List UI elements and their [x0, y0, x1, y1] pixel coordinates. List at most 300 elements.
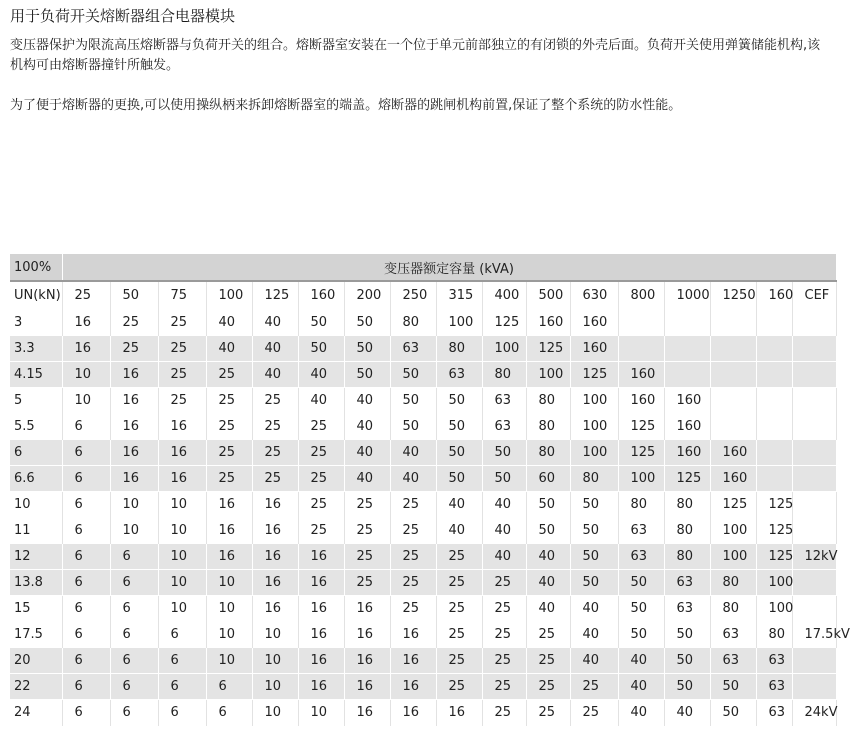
table-cell: 63	[756, 648, 792, 674]
table-cell: 50	[664, 674, 710, 700]
table-cell: 50	[436, 466, 482, 492]
table-cell: 40	[482, 544, 526, 570]
table-cell: 100	[482, 336, 526, 362]
table-cell: 100	[618, 466, 664, 492]
table-cell: 6	[158, 622, 206, 648]
table-cell: 25	[298, 414, 344, 440]
row-voltage-cell: 3	[10, 310, 62, 336]
table-cell: 16	[252, 596, 298, 622]
table-cell: 40	[436, 492, 482, 518]
table-cell: 40	[344, 466, 390, 492]
table-cell: 25	[298, 440, 344, 466]
table-cell: 25	[482, 674, 526, 700]
table-cell: 16	[206, 544, 252, 570]
row-voltage-cell: 12	[10, 544, 62, 570]
table-cell	[664, 362, 710, 388]
table-cell: 63	[482, 388, 526, 414]
table-cell	[756, 414, 792, 440]
table-cell: 40	[252, 310, 298, 336]
table-cell: 63	[618, 544, 664, 570]
column-header-5: 160	[298, 281, 344, 310]
table-cell: 80	[664, 544, 710, 570]
table-cell: 100	[570, 414, 618, 440]
table-cell	[664, 336, 710, 362]
table-cell: 40	[570, 622, 618, 648]
table-cell: 6	[62, 414, 110, 440]
table-cell: 160	[618, 362, 664, 388]
table-cell: 10	[252, 622, 298, 648]
table-cell: 80	[618, 492, 664, 518]
table-cell: 50	[436, 388, 482, 414]
row-voltage-cell: 6.6	[10, 466, 62, 492]
table-cell: 50	[482, 466, 526, 492]
table-cell: 50	[344, 336, 390, 362]
table-cell: 63	[710, 622, 756, 648]
column-header-4: 125	[252, 281, 298, 310]
table-cell	[710, 388, 756, 414]
table-cell: 50	[664, 648, 710, 674]
table-cell: 50	[664, 622, 710, 648]
table-cell: 10	[158, 544, 206, 570]
table-cell: 80	[390, 310, 436, 336]
table-cell: 25	[570, 700, 618, 726]
table-cell: 6	[110, 622, 158, 648]
table-cell: 6	[62, 674, 110, 700]
table-cell	[792, 310, 836, 336]
table-cell	[792, 648, 836, 674]
row-voltage-cell: 17.5	[10, 622, 62, 648]
table-cell: 40	[298, 362, 344, 388]
table-cell: 40	[252, 362, 298, 388]
table-cell: 25	[158, 388, 206, 414]
table-row	[10, 492, 836, 518]
column-header-16: CEF	[792, 281, 836, 310]
column-header-15: 160	[756, 281, 792, 310]
table-cell: 50	[526, 518, 570, 544]
table-cell: 6	[62, 544, 110, 570]
paragraph-fuse-replacement: 为了便于熔断器的更换,可以使用操纵柄来拆卸熔断器室的端盖。熔断器的跳闸机构前置,保证了整个系统的防水性能。	[10, 98, 682, 113]
table-cell: 10	[252, 674, 298, 700]
table-cell	[792, 388, 836, 414]
table-cell: 10	[252, 700, 298, 726]
table-cell: 25	[206, 388, 252, 414]
table-cell: 16	[252, 570, 298, 596]
table-cell: 25	[344, 544, 390, 570]
column-header-9: 400	[482, 281, 526, 310]
table-cell: 25	[206, 414, 252, 440]
table-cell: 10	[206, 570, 252, 596]
column-header-3: 100	[206, 281, 252, 310]
table-cell: 63	[436, 362, 482, 388]
table-cell: 50	[618, 570, 664, 596]
table-cell: 16	[298, 544, 344, 570]
column-header-11: 630	[570, 281, 618, 310]
row-voltage-cell: 15	[10, 596, 62, 622]
page-title: 用于负荷开关熔断器组合电器模块	[10, 7, 236, 25]
table-cell: 100	[710, 544, 756, 570]
table-cell: 25	[390, 570, 436, 596]
table-cell: 40	[482, 492, 526, 518]
table-cell: 25	[110, 336, 158, 362]
table-cell: 40	[298, 388, 344, 414]
table-cell: 16	[110, 414, 158, 440]
table-cell: 25	[344, 570, 390, 596]
table-cell: 16	[390, 622, 436, 648]
table-cell: 63	[756, 674, 792, 700]
column-header-13: 1000	[664, 281, 710, 310]
table-cell: 25	[526, 700, 570, 726]
table-cell: 63	[756, 700, 792, 726]
table-cell: 50	[390, 414, 436, 440]
table-cell: 6	[206, 700, 252, 726]
table-cell: 25	[252, 388, 298, 414]
table-cell: 40	[252, 336, 298, 362]
table-cell: 10	[110, 492, 158, 518]
table-cell: 40	[206, 310, 252, 336]
table-cell: 25	[158, 336, 206, 362]
table-cell: 80	[526, 440, 570, 466]
table-cell: 16	[298, 648, 344, 674]
column-header-10: 500	[526, 281, 570, 310]
table-cell: 50	[570, 544, 618, 570]
table-row	[10, 622, 836, 648]
table-cell: 6	[62, 596, 110, 622]
row-voltage-cell: 24	[10, 700, 62, 726]
table-cell: 25	[436, 648, 482, 674]
table-cell: 80	[570, 466, 618, 492]
table-cell: 6	[62, 518, 110, 544]
table-cell	[618, 336, 664, 362]
table-row	[10, 674, 836, 700]
column-header-6: 200	[344, 281, 390, 310]
voltage-column-header: UN(kN)	[10, 281, 62, 310]
table-cell: 100	[436, 310, 482, 336]
table-cell: 63	[664, 596, 710, 622]
table-cell: 50	[710, 700, 756, 726]
table-cell: 16	[390, 648, 436, 674]
table-cell: 25	[110, 310, 158, 336]
table-cell	[792, 466, 836, 492]
table-cell: 25	[158, 310, 206, 336]
table-cell: 25	[252, 466, 298, 492]
table-cell: 25	[570, 674, 618, 700]
table-cell: 25	[482, 700, 526, 726]
column-header-14: 1250	[710, 281, 756, 310]
table-cell	[792, 414, 836, 440]
table-cell: 10	[206, 648, 252, 674]
corner-cell: 100%	[10, 254, 62, 281]
table-cell: 10	[158, 596, 206, 622]
table-cell: 10	[252, 648, 298, 674]
table-cell: 6	[62, 570, 110, 596]
table-cell: 40	[570, 648, 618, 674]
table-cell: 160	[618, 388, 664, 414]
table-cell: 25	[206, 440, 252, 466]
table-cell: 10	[298, 700, 344, 726]
table-cell: 25	[206, 466, 252, 492]
row-voltage-cell: 11	[10, 518, 62, 544]
table-cell	[664, 310, 710, 336]
table-cell: 16	[252, 492, 298, 518]
table-cell: 63	[618, 518, 664, 544]
table-cell: 125	[618, 440, 664, 466]
table-cell: 160	[664, 414, 710, 440]
table-cell: 160	[710, 440, 756, 466]
table-cell	[710, 414, 756, 440]
table-cell: 160	[570, 310, 618, 336]
table-cell: 10	[206, 622, 252, 648]
table-cell: 25	[158, 362, 206, 388]
table-cell	[710, 362, 756, 388]
table-cell: 80	[710, 570, 756, 596]
table-cell	[792, 596, 836, 622]
table-cell: 6	[62, 466, 110, 492]
table-cell: 25	[252, 414, 298, 440]
table-cell: 16	[110, 362, 158, 388]
table-cell: 50	[570, 518, 618, 544]
table-cell: 16	[298, 596, 344, 622]
column-header-12: 800	[618, 281, 664, 310]
table-cell: 10	[158, 518, 206, 544]
table-cell: 16	[390, 674, 436, 700]
table-cell: 63	[710, 648, 756, 674]
table-row	[10, 414, 836, 440]
table-cell: 10	[62, 388, 110, 414]
table-cell: 25	[436, 544, 482, 570]
table-cell: 16	[158, 466, 206, 492]
table-cell: 50	[436, 414, 482, 440]
table-cell: 40	[664, 700, 710, 726]
table-cell: 16	[344, 596, 390, 622]
table-cell: 6	[158, 674, 206, 700]
table-cell: 25	[390, 518, 436, 544]
table-cell: 25	[298, 492, 344, 518]
table-cell: 10	[62, 362, 110, 388]
table-row	[10, 310, 836, 336]
table-cell	[792, 440, 836, 466]
table-cell: 24kV	[792, 700, 836, 726]
table-cell: 16	[206, 518, 252, 544]
table-cell: 50	[526, 492, 570, 518]
table-cell: 40	[206, 336, 252, 362]
table-cell: 17.5kV	[792, 622, 836, 648]
row-voltage-cell: 20	[10, 648, 62, 674]
table-cell: 125	[618, 414, 664, 440]
table-cell: 80	[482, 362, 526, 388]
table-cell: 16	[298, 674, 344, 700]
table-cell: 160	[710, 466, 756, 492]
table-cell: 6	[110, 570, 158, 596]
table-cell: 50	[436, 440, 482, 466]
table-cell: 25	[298, 518, 344, 544]
table-cell: 16	[344, 674, 390, 700]
table-row	[10, 362, 836, 388]
table-row	[10, 440, 836, 466]
table-cell	[756, 336, 792, 362]
table-cell: 16	[110, 440, 158, 466]
table-cell	[756, 440, 792, 466]
table-cell: 25	[482, 596, 526, 622]
table-cell: 40	[570, 596, 618, 622]
table-cell: 63	[482, 414, 526, 440]
table-cell: 25	[252, 440, 298, 466]
table-cell	[756, 466, 792, 492]
table-cell: 16	[298, 622, 344, 648]
table-cell: 50	[390, 362, 436, 388]
table-cell: 50	[570, 570, 618, 596]
table-cell: 160	[664, 440, 710, 466]
table-cell: 25	[436, 674, 482, 700]
table-cell: 6	[110, 674, 158, 700]
table-cell: 6	[158, 700, 206, 726]
table-cell: 40	[618, 674, 664, 700]
table-cell: 40	[390, 440, 436, 466]
row-voltage-cell: 5.5	[10, 414, 62, 440]
table-cell: 6	[62, 440, 110, 466]
table-cell: 6	[110, 544, 158, 570]
column-header-8: 315	[436, 281, 482, 310]
table-cell: 50	[298, 336, 344, 362]
table-cell: 6	[110, 648, 158, 674]
table-cell: 125	[570, 362, 618, 388]
table-cell: 125	[756, 492, 792, 518]
table-cell: 6	[62, 492, 110, 518]
table-cell: 16	[344, 648, 390, 674]
column-header-2: 75	[158, 281, 206, 310]
table-cell	[756, 310, 792, 336]
table-row	[10, 336, 836, 362]
table-cell	[792, 518, 836, 544]
table-cell: 40	[526, 544, 570, 570]
table-cell: 80	[526, 414, 570, 440]
table-cell: 16	[110, 466, 158, 492]
table-cell: 40	[618, 648, 664, 674]
table-cell: 80	[756, 622, 792, 648]
table-cell: 50	[618, 622, 664, 648]
table-row	[10, 570, 836, 596]
table-cell: 80	[526, 388, 570, 414]
table-cell: 16	[436, 700, 482, 726]
row-voltage-cell: 10	[10, 492, 62, 518]
column-header-0: 25	[62, 281, 110, 310]
table-cell: 40	[344, 414, 390, 440]
table-cell: 40	[482, 518, 526, 544]
table-cell: 160	[570, 336, 618, 362]
table-cell: 50	[710, 674, 756, 700]
table-cell: 25	[206, 362, 252, 388]
table-cell: 40	[526, 596, 570, 622]
table-cell: 10	[158, 570, 206, 596]
table-cell: 160	[664, 388, 710, 414]
table-cell: 80	[436, 336, 482, 362]
table-cell: 100	[756, 570, 792, 596]
table-cell: 16	[62, 336, 110, 362]
table-cell: 16	[344, 622, 390, 648]
table-cell	[792, 674, 836, 700]
table-cell: 125	[756, 544, 792, 570]
table-cell: 6	[110, 700, 158, 726]
table-row	[10, 648, 836, 674]
table-cell: 80	[710, 596, 756, 622]
table-cell: 100	[570, 440, 618, 466]
table-row	[10, 596, 836, 622]
capacity-header: 变压器额定容量 (kVA)	[62, 254, 836, 281]
table-cell: 6	[110, 596, 158, 622]
table-cell: 16	[298, 570, 344, 596]
table-cell: 16	[110, 388, 158, 414]
column-header-1: 50	[110, 281, 158, 310]
table-cell	[710, 336, 756, 362]
table-cell: 6	[62, 648, 110, 674]
table-cell: 50	[298, 310, 344, 336]
table-cell: 100	[570, 388, 618, 414]
table-row	[10, 388, 836, 414]
table-cell: 50	[570, 492, 618, 518]
table-cell	[792, 336, 836, 362]
table-cell: 25	[344, 492, 390, 518]
table-cell: 160	[526, 310, 570, 336]
table-cell	[756, 388, 792, 414]
table-cell: 125	[710, 492, 756, 518]
row-voltage-cell: 13.8	[10, 570, 62, 596]
column-header-row	[10, 281, 836, 310]
table-cell	[792, 570, 836, 596]
table-cell: 25	[298, 466, 344, 492]
table-cell: 125	[756, 518, 792, 544]
table-cell: 25	[526, 674, 570, 700]
table-cell: 50	[344, 362, 390, 388]
table-cell: 100	[526, 362, 570, 388]
table-cell	[756, 362, 792, 388]
table-cell: 16	[344, 700, 390, 726]
column-header-7: 250	[390, 281, 436, 310]
table-cell: 80	[664, 492, 710, 518]
table-cell: 125	[664, 466, 710, 492]
table-cell	[792, 492, 836, 518]
row-voltage-cell: 3.3	[10, 336, 62, 362]
table-cell: 125	[482, 310, 526, 336]
table-cell: 10	[206, 596, 252, 622]
table-cell: 40	[344, 388, 390, 414]
fuse-rating-table	[10, 254, 850, 726]
table-row	[10, 544, 836, 570]
table-cell: 80	[664, 518, 710, 544]
table-cell: 16	[252, 518, 298, 544]
table-cell: 25	[526, 622, 570, 648]
table-cell: 6	[62, 700, 110, 726]
table-cell: 10	[158, 492, 206, 518]
table-cell: 25	[526, 648, 570, 674]
table-cell: 12kV	[792, 544, 836, 570]
row-voltage-cell: 4.15	[10, 362, 62, 388]
table-cell: 25	[344, 518, 390, 544]
table-cell: 16	[158, 414, 206, 440]
table-cell: 40	[344, 440, 390, 466]
table-cell: 50	[618, 596, 664, 622]
table-cell: 40	[526, 570, 570, 596]
table-cell: 40	[390, 466, 436, 492]
table-cell: 25	[436, 596, 482, 622]
table-cell: 25	[482, 570, 526, 596]
table-cell: 6	[62, 622, 110, 648]
table-cell: 25	[482, 622, 526, 648]
table-cell: 100	[756, 596, 792, 622]
table-header-row	[10, 254, 836, 281]
table-cell: 16	[390, 700, 436, 726]
table-cell: 16	[252, 544, 298, 570]
table-cell: 16	[158, 440, 206, 466]
table-cell: 40	[436, 518, 482, 544]
